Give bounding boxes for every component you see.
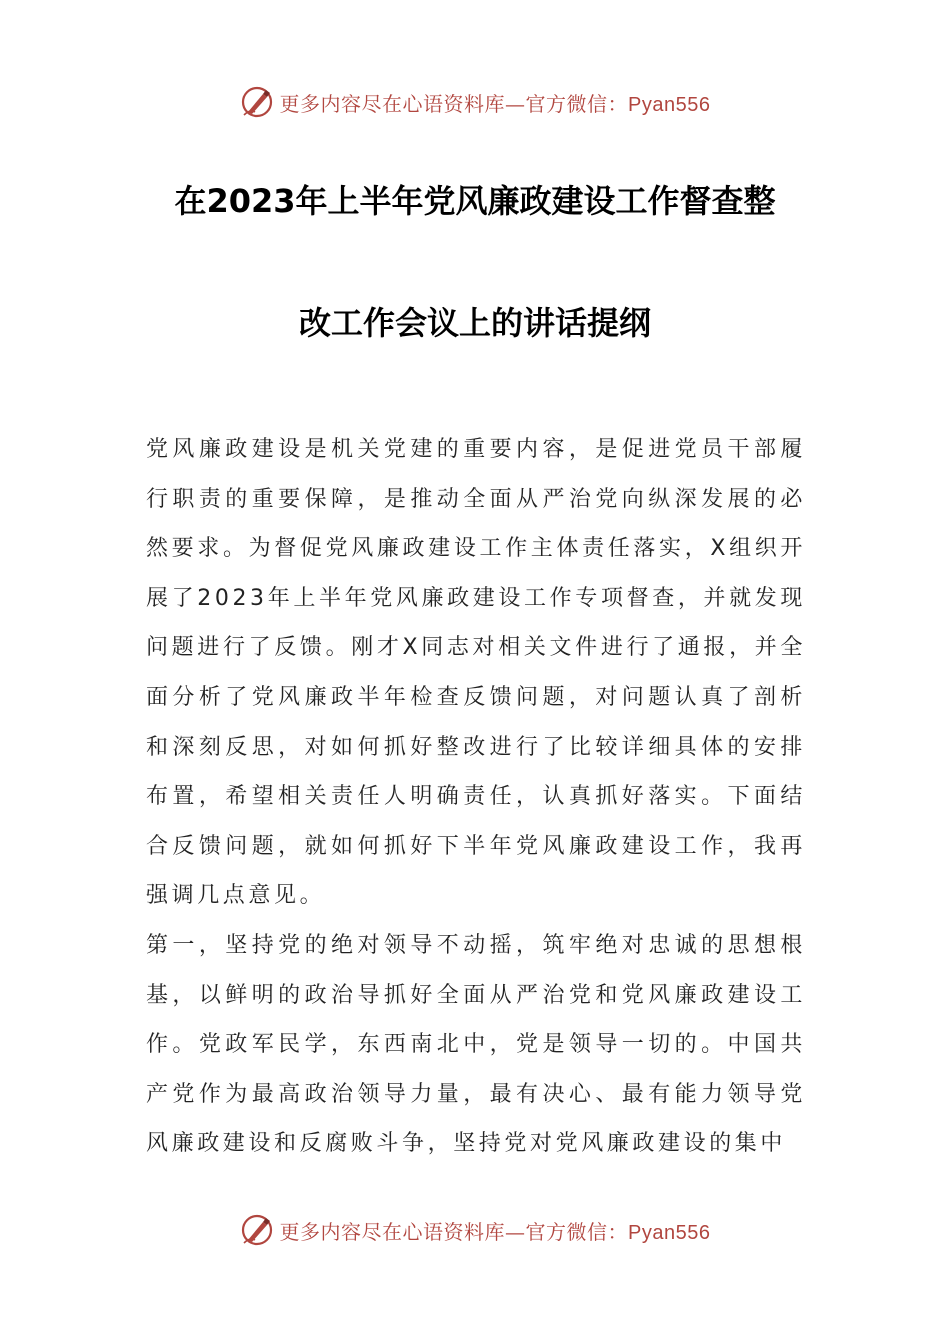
pen-circle-logo-icon xyxy=(240,85,274,119)
footer-watermark xyxy=(0,1210,950,1250)
document-title-line-1: 在2023年上半年党风廉政建设工作督查整 xyxy=(174,182,776,220)
paragraph-2: 第一，坚持党的绝对领导不动摇，筑牢绝对忠诚的思想根基，以鲜明的政治导抓好全面从严治党和党风廉政建设工作。党政军民学，东西南北中，党是领导一切的。中国共产党作为最高政治领导力量，最有决心、最有能力领导党风廉政建设和反腐败斗争，坚持党对党风廉政建设的集中 xyxy=(146,932,806,1157)
paragraph-1: 党风廉政建设是机关党建的重要内容，是促进党员干部履行职责的重要保障，是推动全面从严治党向纵深发展的必然要求。为督促党风廉政建设工作主体责任落实，X组织开展了2023年上半年党风廉政建设工作专项督查，并就发现问题进行了反馈。刚才X同志对相关文件进行了通报，并全面分析了党风廉政半年检查反馈问题，对问题认真了剖析和深刻反思，对如何抓好整改进行了比较详细具体的安排布置，希望相关责任人明确责任，认真抓好落实。下面结合反馈问题，就如何抓好下半年党风廉政建设工作，我再强调几点意见。 xyxy=(146,437,806,909)
pen-circle-logo-icon xyxy=(240,1213,274,1247)
document-title-line-2: 改工作会议上的讲话提纲 xyxy=(298,304,651,342)
document-body xyxy=(146,425,806,1169)
wechat-id: Pyan556 xyxy=(628,93,711,116)
watermark-text: 更多内容尽在心语资料库—官方微信：Pyan556 xyxy=(279,91,711,116)
wechat-id: Pyan556 xyxy=(628,1221,711,1244)
watermark-text: 更多内容尽在心语资料库—官方微信：Pyan556 xyxy=(279,1219,711,1244)
header-watermark xyxy=(0,82,950,122)
